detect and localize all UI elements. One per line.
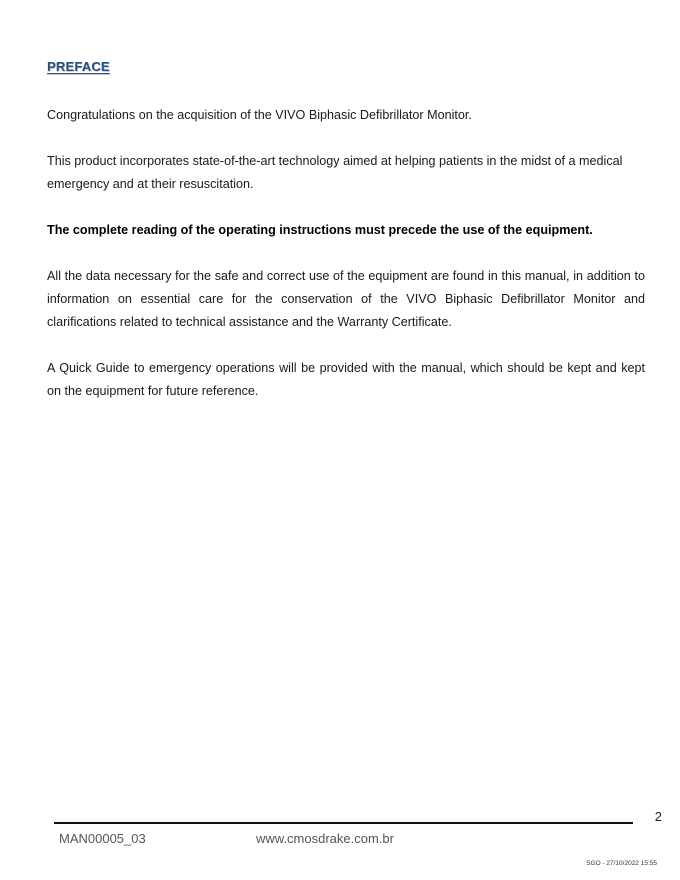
paragraph-reading-warning: The complete reading of the operating instructions must precede the use of the equipment.	[47, 223, 593, 237]
footer-divider	[54, 822, 633, 824]
website-link[interactable]: www.cmosdrake.com.br	[256, 831, 394, 846]
revision-stamp: SGO - 27/10/2022 15:55	[586, 860, 657, 867]
document-code: MAN00005_03	[59, 831, 146, 846]
paragraph-quick-guide: A Quick Guide to emergency operations will be provided with the manual, which should be kept and kept on the equipment for future reference.	[47, 361, 645, 398]
paragraph-manual-contents: All the data necessary for the safe and correct use of the equipment are found in this manual, in addition to information on essential care for the conservation of the VIVO Biphasic Defibrillator Monitor and clarifications related to technical assistance and the Warranty Certificate.	[47, 269, 645, 329]
page-number: 2	[654, 809, 662, 824]
paragraph-product-description: This product incorporates state-of-the-art technology aimed at helping patients in the midst of a medical emergency and at their resuscitation.	[47, 154, 623, 191]
paragraph-congratulations: Congratulations on the acquisition of the VIVO Biphasic Defibrillator Monitor.	[47, 108, 472, 122]
section-heading: PREFACE	[47, 59, 110, 74]
